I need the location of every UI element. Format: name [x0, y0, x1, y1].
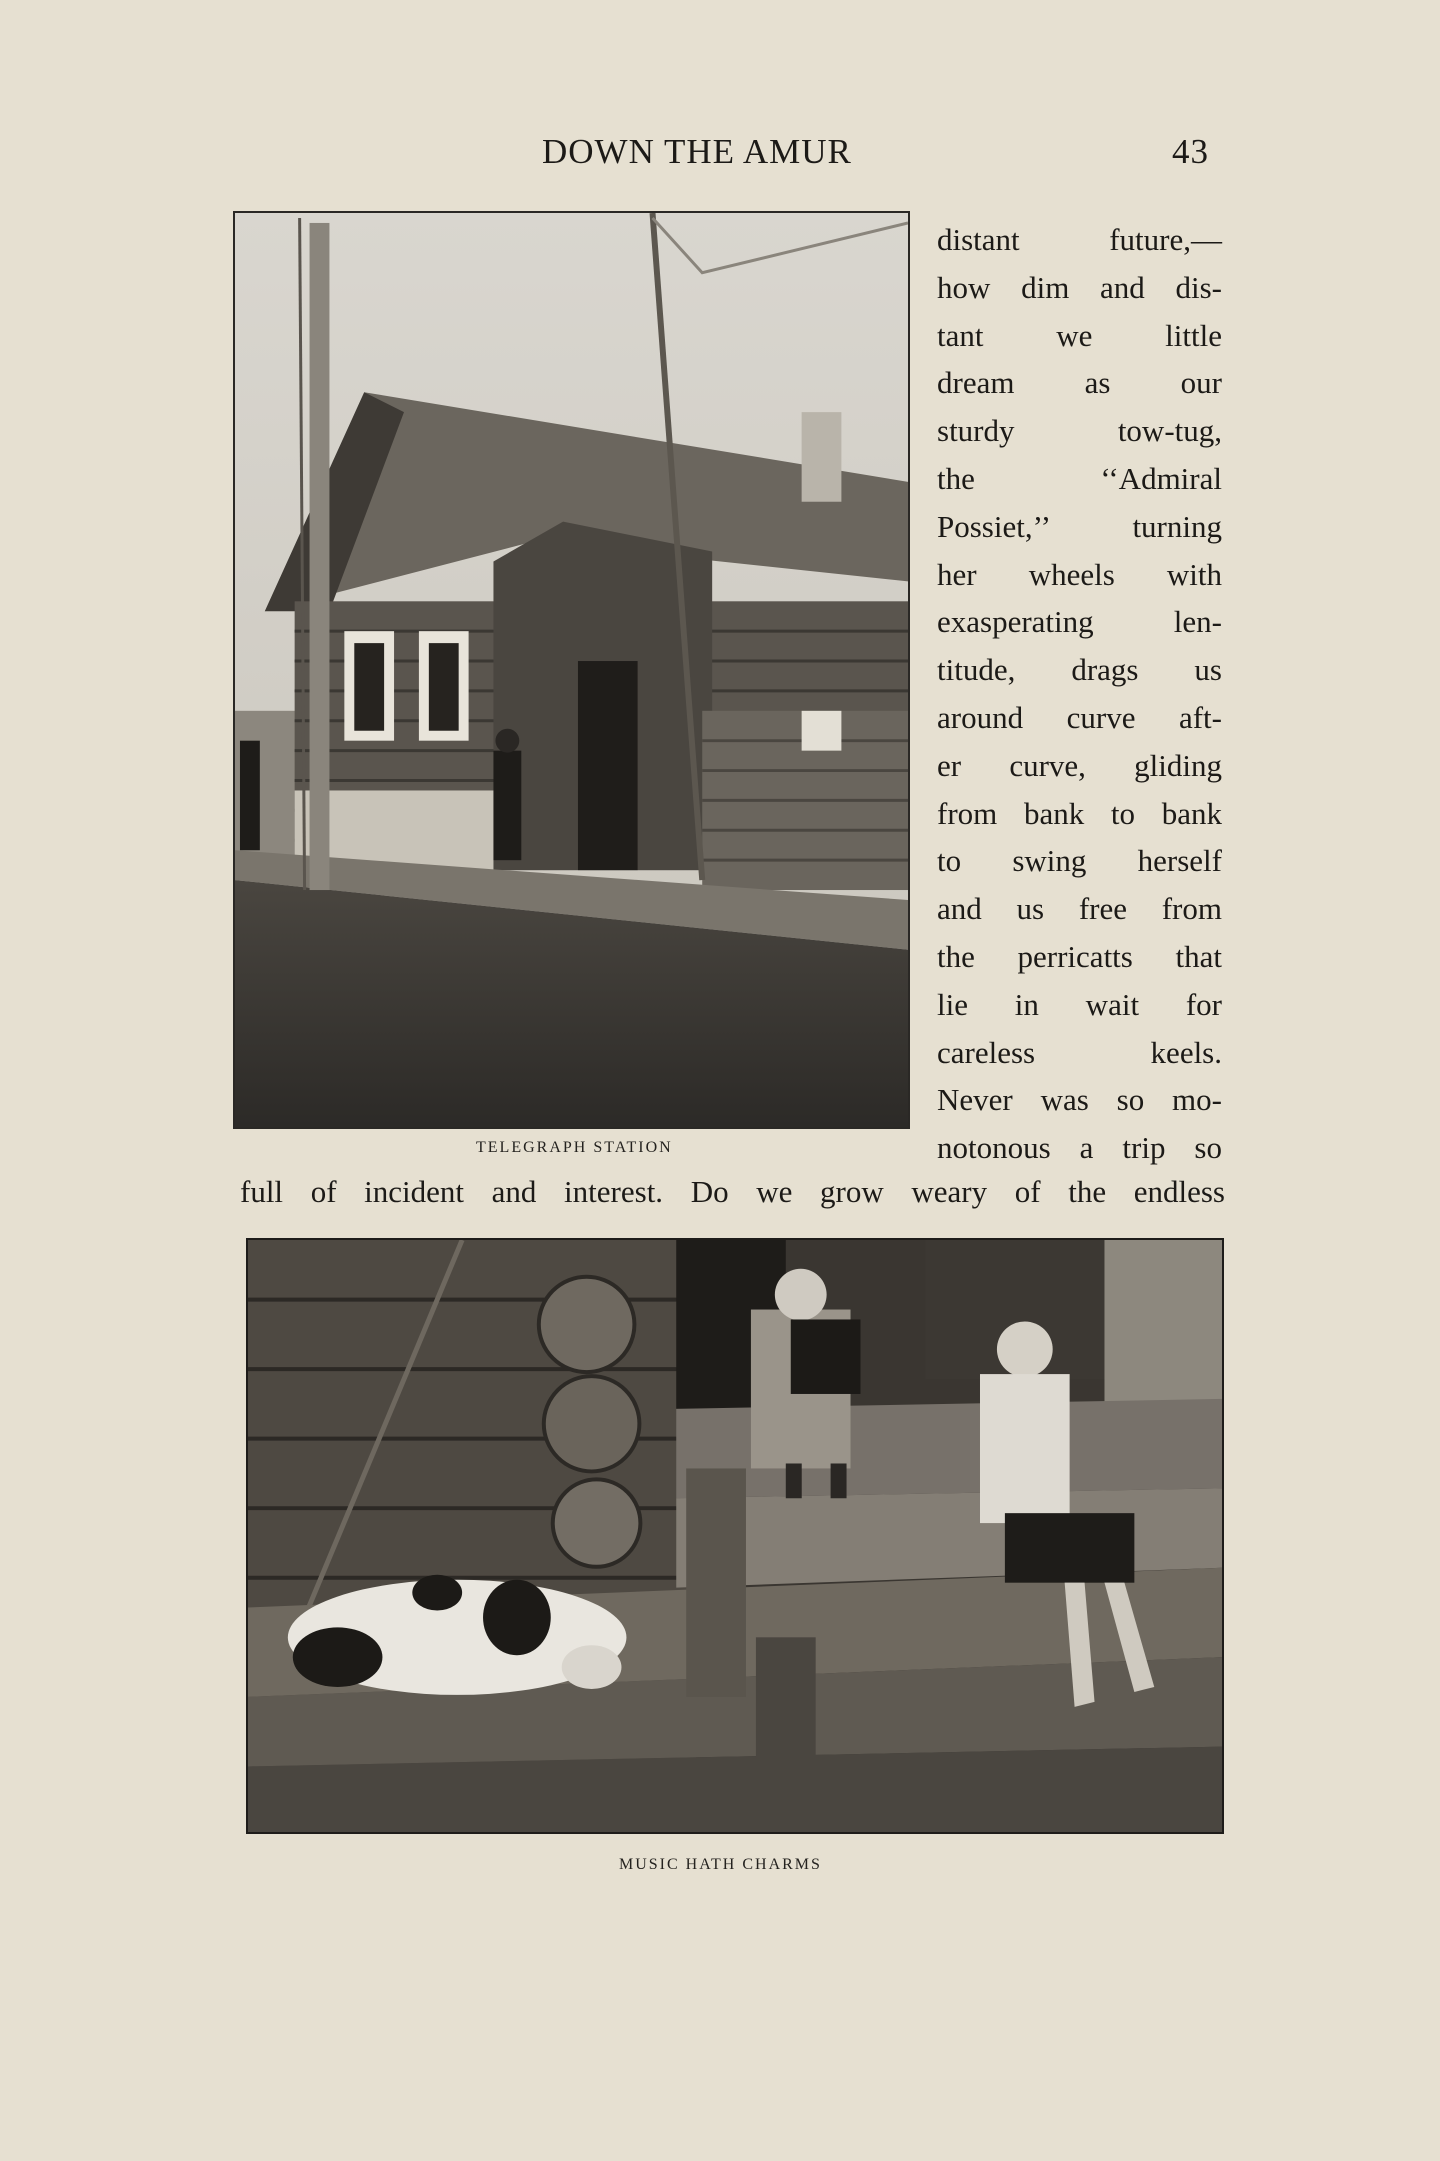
text-line: distant future,— — [937, 222, 1222, 257]
telegraph-station-illustration — [235, 213, 908, 1127]
text-line: titude, drags us — [937, 652, 1222, 688]
text-line: exasperating len- — [937, 604, 1222, 640]
telegraph-station-photo — [233, 211, 910, 1129]
text-line: and us free from — [937, 891, 1222, 927]
text-line: from bank to bank — [937, 795, 1222, 831]
text-line: her wheels with — [937, 556, 1222, 592]
running-head — [0, 132, 1440, 172]
text-line: er curve, gliding — [937, 747, 1222, 783]
figure-caption: MUSIC HATH CHARMS — [619, 1856, 822, 1873]
text-line: notonous a trip so — [937, 1130, 1222, 1166]
text-line: how dim and dis- — [937, 269, 1222, 305]
figure-caption: TELEGRAPH STATION — [476, 1139, 673, 1156]
text-line: dream as our — [937, 365, 1222, 401]
text-line: the ‘‘Admiral — [937, 460, 1222, 496]
full-width-text-line: full of incident and interest. Do we grow weary of the endless — [240, 1174, 1225, 1209]
page-number: 43 — [1172, 132, 1209, 171]
music-hath-charms-photo — [246, 1238, 1224, 1834]
text-line: to swing herself — [937, 843, 1222, 879]
text-line: sturdy tow-tug, — [937, 413, 1222, 449]
children-and-dog-illustration — [248, 1240, 1222, 1832]
text-line: lie in wait for — [937, 986, 1222, 1022]
text-line: Never was so mo- — [937, 1082, 1222, 1118]
running-title: DOWN THE AMUR — [542, 132, 852, 171]
narrow-text-column — [937, 216, 1222, 1172]
text-line: around curve aft- — [937, 699, 1222, 735]
text-line: tant we little — [937, 317, 1222, 353]
text-line: Possiet,’’ turning — [937, 508, 1222, 544]
text-line: the perricatts that — [937, 938, 1222, 974]
text-line: careless keels. — [937, 1034, 1222, 1070]
